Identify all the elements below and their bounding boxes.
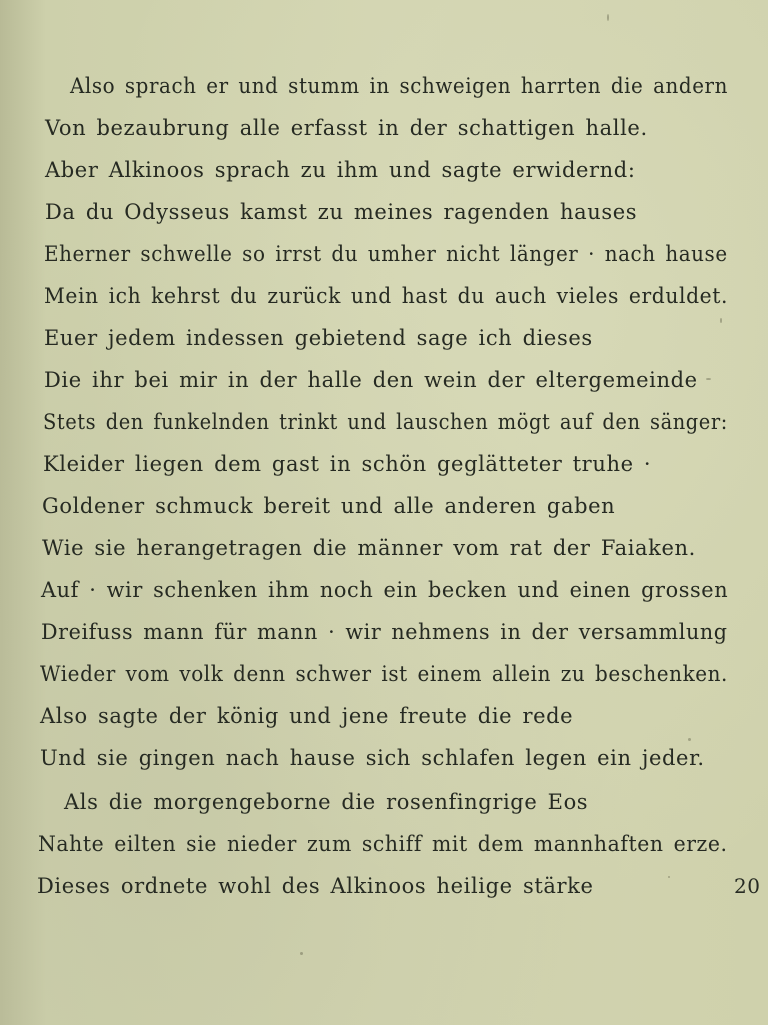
line-number: 20 [734, 874, 761, 898]
verse-line: Dreifuss mann für mann · wir nehmens in der versammlung [41, 620, 728, 644]
paper-speck [720, 318, 722, 323]
verse-line: Da du Odysseus kamst zu meines ragenden hauses [45, 200, 638, 224]
verse-line: Also sprach er und stumm in schweigen harrten die andern [70, 74, 728, 98]
verse-line: Euer jedem indessen gebietend sage ich dieses [44, 326, 593, 350]
paper-speck [607, 14, 609, 21]
verse-line: Auf · wir schenken ihm noch ein becken und einen grossen [41, 578, 729, 602]
verse-line: Von bezaubrung alle erfasst in der schattigen halle. [45, 116, 648, 140]
paper-speck [688, 738, 691, 741]
verse-line: Stets den funkelnden trinkt und lauschen mögt auf den sänger: [43, 410, 728, 434]
verse-line: Aber Alkinoos sprach zu ihm und sagte erwidernd: [45, 158, 636, 182]
verse-line: Als die morgengeborne die rosenfingrige Eos [64, 790, 589, 814]
verse-line: Eherner schwelle so irrst du umher nicht länger · nach hause [44, 242, 728, 266]
verse-line: Goldener schmuck bereit und alle anderen gaben [42, 494, 616, 518]
verse-line: Und sie gingen nach hause sich schlafen legen ein jeder. [40, 746, 705, 770]
verse-line: Nahte eilten sie nieder zum schiff mit dem mannhaften erze. [38, 832, 728, 856]
verse-line: Die ihr bei mir in der halle den wein der eltergemeinde [44, 368, 698, 392]
verse-line: Mein ich kehrst du zurück und hast du auch vieles erduldet. [44, 284, 728, 308]
verse-line: Wieder vom volk denn schwer ist einem allein zu beschenken. [40, 662, 728, 686]
verse-line: Kleider liegen dem gast in schön geglätteter truhe · [43, 452, 652, 476]
paper-speck [668, 876, 670, 878]
paper-speck [706, 378, 711, 380]
verse-line: Dieses ordnete wohl des Alkinoos heilige stärke [37, 874, 594, 898]
verse-line: Also sagte der könig und jene freute die rede [40, 704, 574, 728]
paper-speck [300, 952, 303, 955]
verse-line: Wie sie herangetragen die männer vom rat der Faiaken. [42, 536, 696, 560]
